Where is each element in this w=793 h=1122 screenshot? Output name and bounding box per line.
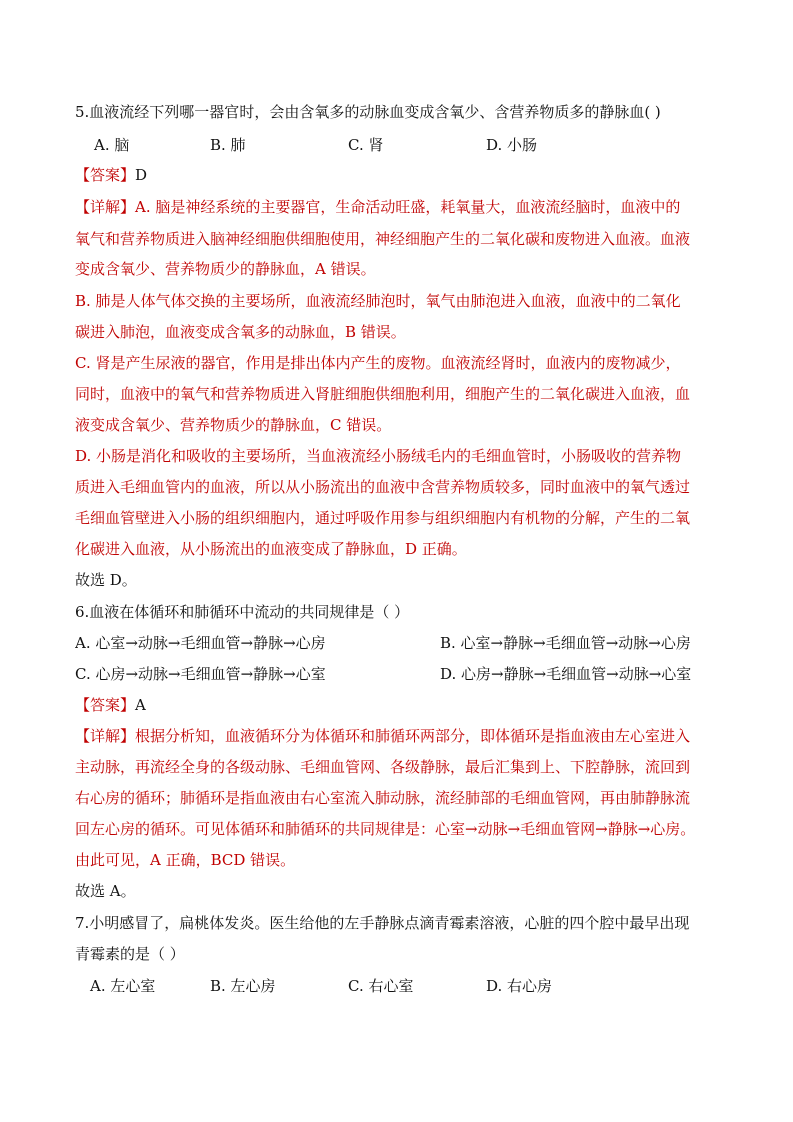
q6-detail-line: [75, 726, 735, 746]
q6-conclusion: 故选 A。: [75, 882, 136, 900]
q6-option-a: A. 心室→动脉→毛细血管→静脉→心房: [75, 634, 326, 652]
q5-detail-line: D. 小肠是消化和吸收的主要场所，当血液流经小肠绒毛内的毛细血管时，小肠吸收的营养物: [75, 447, 682, 465]
q5-detail-line: 同时，血液中的氧气和营养物质进入肾脏细胞供细胞利用，细胞产生的二氧化碳进入血液，血: [75, 385, 691, 403]
q6-options-row-2: [75, 664, 735, 684]
q5-detail-line: [75, 197, 735, 217]
q5-detail-line: 液变成含氧少、营养物质少的静脉血，C 错误。: [75, 416, 392, 434]
q5-detail-line: 质进入毛细血管内的血液，所以从小肠流出的血液中含营养物质较多，同时血液中的氧气透过: [75, 478, 691, 496]
q5-option-a: A. 脑: [94, 136, 130, 154]
q5-detail-line: 化碳进入血液，从小肠流出的血液变成了静脉血，D 正确。: [75, 540, 467, 558]
q5-detail-line: 毛细血管壁进入小肠的组织细胞内，通过呼吸作用参与组织细胞内有机物的分解，产生的二氧: [75, 509, 691, 527]
q6-option-d: D. 心房→静脉→毛细血管→动脉→心室: [440, 665, 692, 683]
q5-detail-line: 碳进入肺泡，血液变成含氧多的动脉血，B 错误。: [75, 323, 406, 341]
q6-detail-line: 回左心房的循环。可见体循环和肺循环的共同规律是：心室→动脉→毛细血管网→静脉→心房。: [75, 820, 696, 838]
q6-detail-line: 由此可见，A 正确，BCD 错误。: [75, 851, 296, 869]
q5-option-d: D. 小肠: [486, 136, 538, 154]
q5-option-c: C. 肾: [348, 136, 384, 154]
q5-stem: 5.血液流经下列哪一器官时，会由含氧多的动脉血变成含氧少、含营养物质多的静脉血( ): [75, 103, 661, 121]
q6-option-b: B. 心室→静脉→毛细血管→动脉→心房: [440, 634, 691, 652]
q5-detail-text: A. 脑是神经系统的主要器官，生命活动旺盛，耗氧量大，血液流经脑时，血液中的: [135, 198, 681, 216]
q6-stem: 6.血液在体循环和肺循环中流动的共同规律是（ ）: [75, 603, 410, 621]
q5-detail-line: C. 肾是产生尿液的器官，作用是排出体内产生的废物。血液流经肾时，血液内的废物减少，: [75, 354, 681, 372]
q5-answer-value: D: [135, 166, 148, 184]
q5-option-b: B. 肺: [210, 136, 246, 154]
q7-option-d: D. 右心房: [486, 977, 553, 995]
q7-stem-line-1: 7.小明感冒了，扁桃体发炎。医生给他的左手静脉点滴青霉素溶液，心脏的四个腔中最早出现: [75, 914, 690, 932]
q6-detail-line: 主动脉，再流经全身的各级动脉、毛细血管网、各级静脉，最后汇集到上、下腔静脉，流回到: [75, 758, 691, 776]
q5-conclusion: 故选 D。: [75, 571, 137, 589]
q7-stem-line-2: 青霉素的是（ ）: [75, 945, 185, 963]
q6-options-row-1: [75, 633, 735, 653]
q5-detail-line: 变成含氧少、营养物质少的静脉血，A 错误。: [75, 260, 376, 278]
q7-option-c: C. 右心室: [348, 977, 414, 995]
q5-options: [75, 135, 735, 155]
q7-option-a: A. 左心室: [90, 977, 156, 995]
q6-detail-text: 根据分析知，血液循环分为体循环和肺循环两部分，即体循环是指血液由左心室进入: [135, 727, 691, 745]
q6-detail-line: 右心房的循环；肺循环是指血液由右心室流入肺动脉，流经肺部的毛细血管网，再由肺静脉流: [75, 789, 691, 807]
q6-answer-value: A: [135, 696, 146, 714]
q6-answer-tag: 【答案】: [75, 696, 136, 714]
q6-option-c: C. 心房→动脉→毛细血管→静脉→心室: [75, 665, 326, 683]
q5-answer: [75, 165, 735, 185]
q6-detail-tag: 【详解】: [75, 727, 136, 745]
q5-detail-tag: 【详解】: [75, 198, 136, 216]
q7-options: [75, 976, 735, 996]
q7-option-b: B. 左心房: [210, 977, 276, 995]
q5-detail-line: B. 肺是人体气体交换的主要场所，血液流经肺泡时，氧气由肺泡进入血液，血液中的二氧化: [75, 292, 681, 310]
q5-answer-tag: 【答案】: [75, 166, 136, 184]
q5-detail-line: 氧气和营养物质进入脑神经细胞供细胞使用，神经细胞产生的二氧化碳和废物进入血液。血液: [75, 230, 691, 248]
q6-answer: [75, 695, 735, 715]
